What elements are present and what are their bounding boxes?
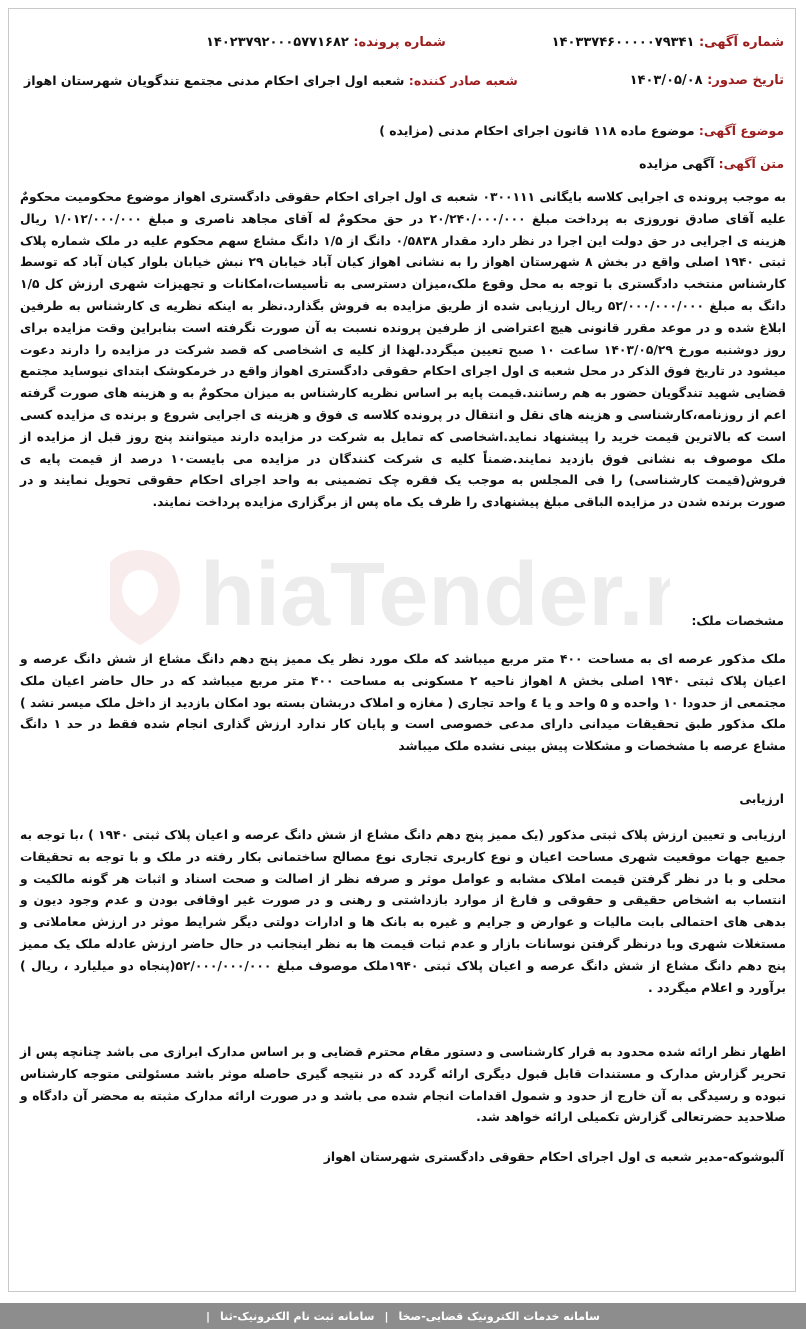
case-number-row <box>206 35 446 50</box>
footer-bar <box>0 1303 806 1329</box>
issue-date-label: تاریخ صدور: <box>707 73 784 88</box>
text-title-label: متن آگهی: <box>718 156 784 171</box>
closing-paragraph: اظهار نظر ارائه شده محدود به قرار کارشناسی و دستور مقام محترم قضایی و بر اساس مدارک ابرازی می باشد چنانچه پس از تحریر گزارش مدارک و مستندات قابل قبول دیگری ارائه گردد که در نتیجه گیری حاصله موثر باشد مسئولتی متوجه کارشناس نبوده و رسیدگی به آن خارج از حدود و شمول اقدامات انجام شده می باشد و در صورت ارائه مدارک مثبته به محضر آن دادگاه و صلاحدید حضرتعالی گزارش تکمیلی ارائه خواهد شد. <box>20 1045 786 1125</box>
issuer-label: شعبه صادر کننده: <box>408 73 518 88</box>
valuation-heading: ارزیابی <box>739 792 784 806</box>
body-paragraph: به موجب پرونده ی اجرایی کلاسه بایگانی ۰۳۰۰۱۱۱ شعبه ی اول اجرای احکام حقوقی دادگستری اهواز موضوع محکومیت محکومٌ علیه آقای صادق نوروزی به پرداخت مبلغ ۲۰/۲۴۰/۰۰۰/۰۰۰ در حق محکومٌ له آقای مجاهد ناصری و مبلغ ۱/۰۱۲/۰۰۰/۰۰۰ ریال هزینه ی اجرایی در حق دولت این اجرا در نظر دارد مقدار ۰/۵۸۳۸ دانگ از ۱/۵ دانگ مشاع سهم محکوم علیه در ملک شماره پلاک ثبتی ۱۹۴۰ اصلی واقع در بخش ۸ شهرستان اهواز را به نشانی اهواز کیان آباد خیابان ۲۹ نبش خیابان بلوار کیان آباد که توسط کارشناس منتخب دادگستری با توجه به محل وقوع ملک،میزان دسترسی به تأسیسات،امکانات و تجهیزات شهری ارزش کل ۱/۵ دانگ به مبلغ ۵۲/۰۰۰/۰۰۰/۰۰۰ ریال ارزیابی شده از طریق مزایده به فروش بگذارد.نظر به اینکه نظریه ی کارشناس به طرفین ابلاغ شده و در موعد مقرر قانونی هیچ اعتراضی از طرفین پرونده نسبت به آن صورت نگرفته است بنابراین وقت مزایده برای روز دوشنبه مورخ ۱۴۰۳/۰۵/۲۹ ساعت ۱۰ صبح تعیین میگردد.لهذا از کلیه ی اشخاصی که قصد شرکت در مزایده را دارند دعوت میشود در تاریخ فوق الذکر در محل شعبه ی اول اجرای احکام حقوقی دادگستری اهواز واقع در خرمکوشک ابتدای نیوساید مجتمع قضایی شهید تندگویان حضور به هم رسانند.قیمت پایه بر اساس نظریه کارشناس به میزان محکومٌ به و هزینه های صورت گرفته اعم از روزنامه،کارشناسی و هزینه های نقل و انتقال در پرونده کلاسه ی فوق و هزینه ی اجرایی شروع و برنده ی مزایده کسی است که بالاترین قیمت خرید را پیشنهاد نماید.اشخاصی که تمایل به شرکت در مزایده دارند میتوانند پنج روز قبل از مزایده از ملک موصوف به نشانی فوق بازدید نمایند.ضمناً کلیه ی شرکت کنندگان در مزایده می بایست۱۰ درصد از قیمت پایه ی فروش(قیمت کارشناسی) را فی المجلس به موجب یک فقره چک تضمینی به واحد اجرای احکام حقوقی تحویل نمایند و در صورت برنده شدن در مزایده الباقی مبلغ پیشنهادی را ظرف یک ماه پس از برگزاری مزایده پرداخت نمایند. <box>20 190 787 510</box>
watermark-text: hiaTender. <box>200 545 644 645</box>
footer-separator: | <box>384 1309 389 1323</box>
ad-number-row <box>552 35 784 50</box>
footer-separator-end: | <box>206 1309 211 1323</box>
text-title-value: آگهی مزایده <box>639 156 715 171</box>
footer-link-sana[interactable]: سامانه ثبت نام الکترونیک-ثنا <box>220 1309 375 1323</box>
subject-label: موضوع آگهی: <box>698 123 784 138</box>
footer-link-sakha[interactable]: سامانه خدمات الکترونیک قضایی-صخا <box>398 1309 600 1323</box>
specs-text: ملک مذکور عرصه ای به مساحت ۴۰۰ متر مربع میباشد که ملک مورد نظر یک ممیز پنج دهم دانگ مشاع از شش دانگ عرصه و اعیان پلاک ثبتی ۱۹۴۰ اصلی بخش ۸ اهواز ناحیه ۲ مسکونی به مساحت ۴۰۰ متر مربع میباشد که در حال حاضر اعیان ملک مجتمعی از حدودا ۱۰ واحده و ۵ واحد و یا ٤ واحد تجاری ( مغازه و املاک دربشان بسته بود امکان بازدید از داخل ملک میسر نشد ) ملک مذکور طبق تحقیقات میدانی دارای مدعی خصوصی است و پایان کار ندارد ارزش گذاری انجام شده فقط در حد ۱ دانگ مشاع عرصه با مشخصات و مشکلات پیش بینی نشده ملک میباشد <box>20 652 786 754</box>
ad-number-value: ۱۴۰۳۳۷۴۶۰۰۰۰۰۷۹۳۴۱ <box>551 35 695 50</box>
issuer-value: شعبه اول اجرای احکام مدنی مجتمع تندگویان شهرستان اهواز <box>24 73 405 88</box>
subject-row <box>379 123 784 138</box>
issuer-row <box>24 73 518 88</box>
ad-number-label: شماره آگهی: <box>698 35 784 50</box>
issue-date-value: ۱۴۰۳/۰۵/۰۸ <box>629 73 703 88</box>
case-number-label: شماره پرونده: <box>353 35 446 50</box>
case-number-value: ۱۴۰۲۳۷۹۲۰۰۰۵۷۷۱۶۸۲ <box>206 35 349 50</box>
subject-value: موضوع ماده ۱۱۸ قانون اجرای احکام مدنی (مزایده ) <box>379 123 695 138</box>
valuation-text: ارزیابی و تعیین ارزش پلاک ثبتی مذکور (یک ممیز پنج دهم دانگ مشاع از شش دانگ عرصه و اعیان پلاک ثبتی ۱۹۴۰ ) ،با توجه به جمیع جهات موقعیت شهری مساحت اعیان و نوع کاربری تجاری نوع مصالح ساختمانی بکار رفته در ملک و با توجه به تحقیقات محلی و با در نظر گرفتن قیمت املاک مشابه و عوامل موثر و صرفه نظر از اصالت و صحت اسناد و اثبات هر گونه مالکیت و انتساب به اشخاص حقیقی و حقوقی و فارغ از موارد بازداشتی و رهنی و در صورت غیر اوقافی بودن و عدم وجود دیون و بدهی های احتمالی بابت مالیات و عوارض و جرایم و غیره به بانک ها و ادارات دولتی دیگر شرایط موثر در ارزش معاملاتی و مستغلات شهری وبا درنظر گرفتن نوسانات بازار و عدم ثبات قیمت ها به نظر اینجانب در حال حاضر ارزش عادله ملک یک ممیز پنج دهم دانگ مشاع از شش دانگ عرصه و اعیان پلاک ثبتی ۱۹۴۰ملک موصوف مبلغ ۵۲/۰۰۰/۰۰۰/۰۰۰(پنجاه دو میلیارد ، ریال ) برآورد و اعلام میگردد . <box>20 828 787 995</box>
issue-date-row <box>630 73 784 88</box>
specs-heading: مشخصات ملک: <box>691 614 784 628</box>
signature: آلبوشوکه-مدیر شعبه ی اول اجرای احکام حقوقی دادگستری شهرستان اهواز <box>323 1150 784 1164</box>
text-title-row <box>639 156 784 171</box>
